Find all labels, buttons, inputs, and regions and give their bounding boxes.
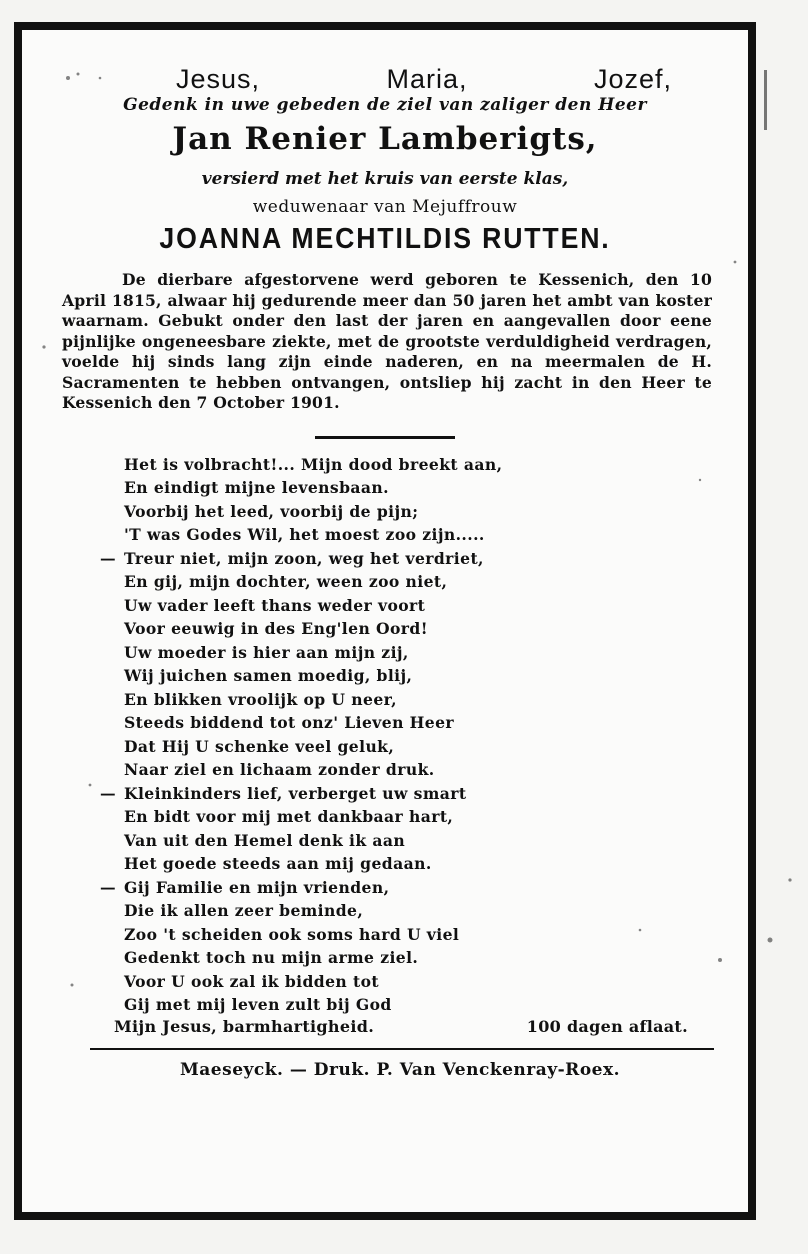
poem-line bbox=[100, 570, 728, 594]
decoration-line: versierd met het kruis van eerste klas, bbox=[201, 169, 569, 189]
poem-line-text: Het is volbracht!... Mijn dood breekt aan, bbox=[124, 454, 503, 474]
poem-line bbox=[100, 500, 728, 524]
poem-line-text: Dat Hij U schenke veel geluk, bbox=[124, 736, 395, 756]
poem-line-text: Voor eeuwig in des Eng'len Oord! bbox=[124, 619, 428, 638]
poem bbox=[100, 453, 728, 1017]
poem-line bbox=[100, 688, 728, 712]
poem-line-text: Van uit den Hemel denk ik aan bbox=[124, 830, 406, 850]
poem-line-text: Die ik allen zeer beminde, bbox=[124, 901, 364, 920]
remember-line: Gedenk in uwe gebeden de ziel van zaliger den Heer bbox=[123, 95, 647, 115]
poem-line bbox=[100, 476, 728, 500]
poem-line bbox=[100, 782, 728, 806]
poem-line bbox=[100, 829, 728, 853]
poem-line bbox=[100, 993, 728, 1017]
invocation-jesus: Jesus, bbox=[176, 64, 261, 94]
poem-line bbox=[100, 758, 728, 782]
poem-line-text: Naar ziel en lichaam zonder druk. bbox=[124, 760, 435, 779]
poem-line-text: En bidt voor mij met dankbaar hart, bbox=[124, 807, 454, 826]
poem-line-text: Het goede steeds aan mij gedaan. bbox=[124, 854, 432, 873]
poem-dash: — bbox=[100, 783, 116, 803]
poem-line-text: Voor U ook zal ik bidden tot bbox=[124, 971, 379, 991]
poem-line bbox=[100, 547, 728, 571]
poem-line-text: Uw moeder is hier aan mijn zij, bbox=[124, 642, 409, 662]
poem-line-text: En eindigt mijne levensbaan. bbox=[124, 478, 389, 497]
poem-line bbox=[100, 970, 728, 994]
poem-line-text: Treur niet, mijn zoon, weg het verdriet, bbox=[124, 548, 484, 568]
poem-line bbox=[100, 664, 728, 688]
closing-line bbox=[114, 1017, 688, 1036]
printer-imprint: Maeseyck. — Druk. P. Van Venckenray-Roex. bbox=[179, 1059, 621, 1080]
poem-line-text: En gij, mijn dochter, ween zoo niet, bbox=[124, 572, 448, 591]
poem-line bbox=[100, 453, 728, 477]
poem-line-text: Kleinkinders lief, verberget uw smart bbox=[124, 783, 467, 803]
long-divider bbox=[90, 1048, 714, 1050]
poem-line-text: Steeds biddend tot onz' Lieven Heer bbox=[124, 713, 455, 732]
poem-line bbox=[100, 946, 728, 970]
invocation-header bbox=[42, 64, 728, 95]
deceased-name: Jan Renier Lamberigts, bbox=[172, 121, 598, 157]
poem-line bbox=[100, 852, 728, 876]
indulgence-text: 100 dagen aflaat. bbox=[526, 1016, 688, 1036]
poem-line-text: Zoo 't scheiden ook soms hard U viel bbox=[124, 924, 460, 944]
poem-line-text: En blikken vroolijk op U neer, bbox=[124, 689, 397, 709]
poem-dash: — bbox=[100, 548, 116, 568]
poem-line bbox=[100, 923, 728, 947]
invocation-jozef: Jozef, bbox=[593, 64, 672, 94]
poem-line-text: Voorbij het leed, voorbij de pijn; bbox=[124, 501, 419, 521]
short-divider bbox=[315, 436, 455, 439]
poem-line bbox=[100, 805, 728, 829]
poem-line-text: Uw vader leeft thans weder voort bbox=[124, 595, 426, 615]
wife-name: JOANNA MECHTILDIS RUTTEN. bbox=[159, 223, 611, 255]
poem-line bbox=[100, 594, 728, 618]
poem-line bbox=[100, 641, 728, 665]
card-content bbox=[42, 42, 728, 1080]
poem-line-text: Wij juichen samen moedig, blij, bbox=[124, 666, 413, 685]
poem-line bbox=[100, 735, 728, 759]
poem-line-text: Gij Familie en mijn vrienden, bbox=[124, 877, 390, 897]
prayer-text: Mijn Jesus, barmhartigheid. bbox=[114, 1016, 375, 1036]
poem-line bbox=[100, 711, 728, 735]
poem-line bbox=[100, 523, 728, 547]
widower-of-line: weduwenaar van Mejuffrouw bbox=[252, 197, 518, 217]
poem-line-text: 'T was Godes Wil, het moest zoo zijn..... bbox=[124, 525, 485, 544]
poem-line bbox=[100, 899, 728, 923]
biography-paragraph: De dierbare afgestorvene werd geboren te Kessenich, den 10 April 1815, alwaar hij gedurende meer dan 50 jaren het ambt van koster waarnam. Gebukt onder den last der jaren en aangevallen door eene pijnlijke ongeneesbare ziekte, met de grootste verduldigheid verdragen, voelde hij sinds lang zijn einde naderen, en na meermalen de H. Sacramenten te hebben ontvangen, ontsliep hij zacht in den Heer te Kessenich den 7 October 1901. bbox=[62, 270, 712, 412]
poem-line bbox=[100, 617, 728, 641]
poem-line-text: Gedenkt toch nu mijn arme ziel. bbox=[124, 948, 419, 967]
poem-line-text: Gij met mij leven zult bij God bbox=[124, 995, 392, 1014]
poem-dash: — bbox=[100, 877, 116, 897]
poem-line bbox=[100, 876, 728, 900]
invocation-maria: Maria, bbox=[386, 64, 468, 94]
memorial-card bbox=[14, 22, 756, 1220]
